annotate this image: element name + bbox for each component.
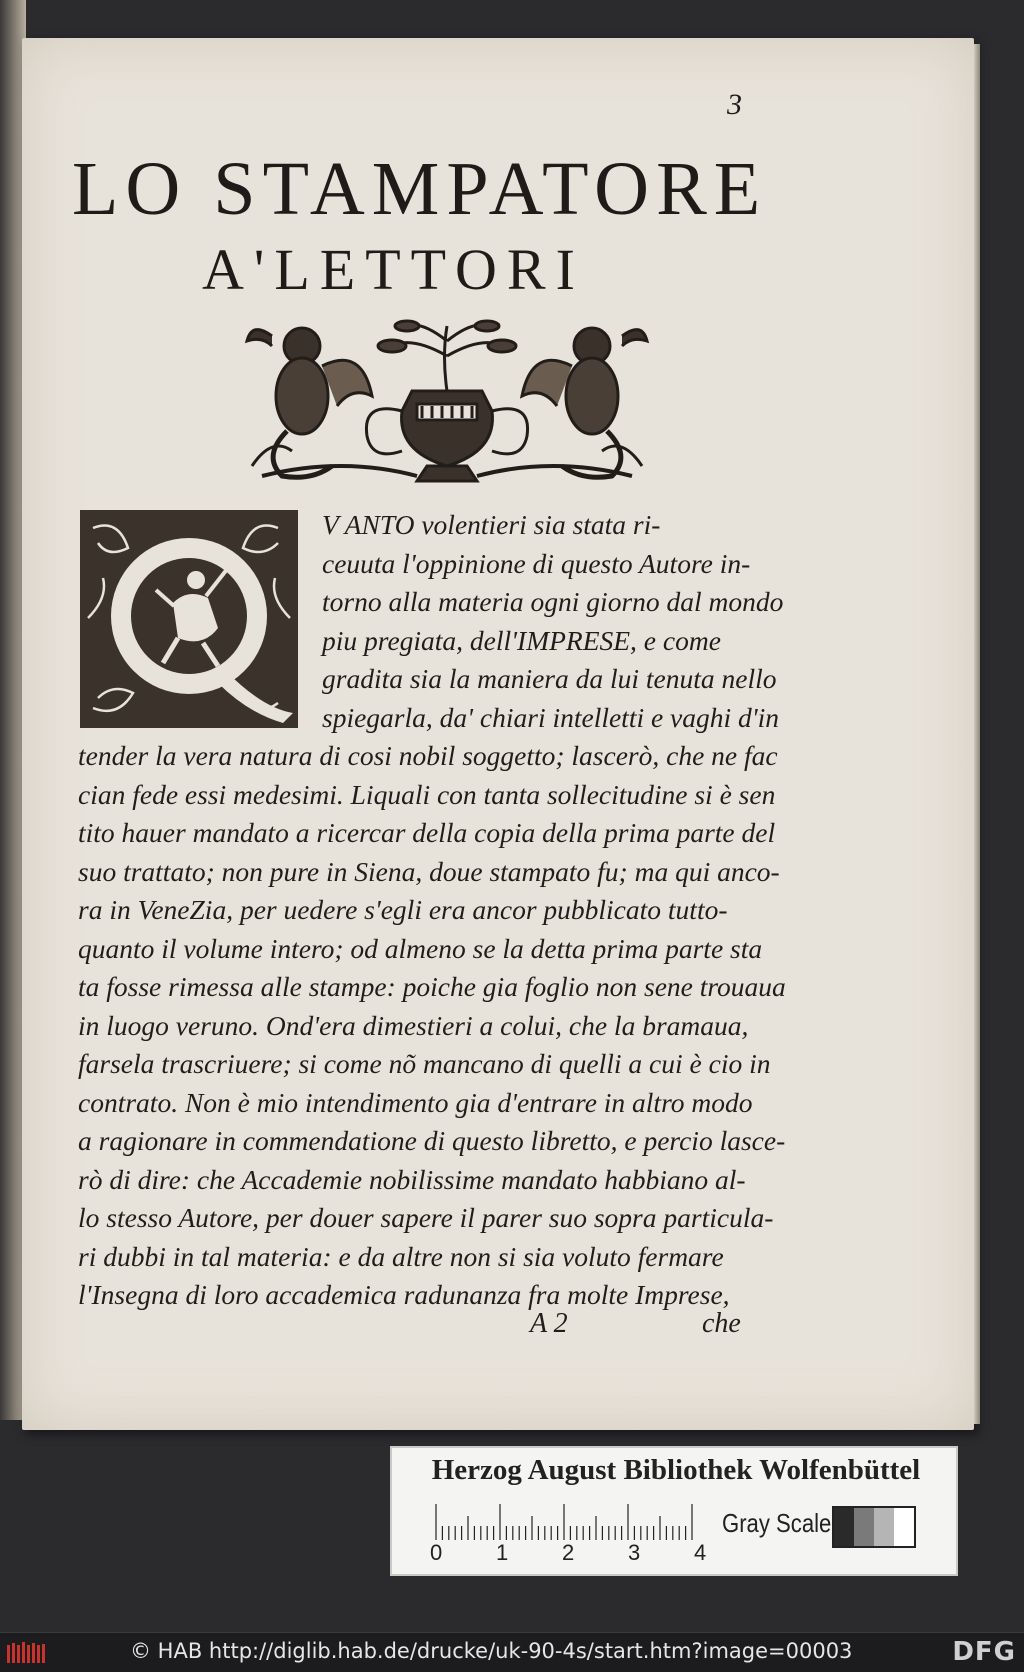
text-line: ta fosse rimessa alle stampe: poiche gia foglio non sene trouaua: [78, 971, 786, 1002]
body-text: [78, 506, 818, 1315]
color-calibration-card: [390, 1446, 958, 1576]
text-line: gradita sia la maniera da lui tenuta nello: [322, 663, 777, 694]
page-number: 3: [727, 88, 742, 121]
text-line: in luogo veruno. Ond'era dimestieri a colui, che la bramaua,: [78, 1009, 749, 1041]
text-line: a ragionare in commendatione di questo libretto, e percio lasce-: [78, 1125, 786, 1156]
ruler-number: 4: [694, 1540, 707, 1565]
library-name: Herzog August Bibliothek Wolfenbüttel: [431, 1454, 921, 1486]
text-line: contrato. Non è mio intendimento gia d'entrare in altro modo: [78, 1086, 753, 1118]
foliage: [378, 321, 516, 391]
gray-swatch: [854, 1508, 874, 1546]
text-line: tender la vera natura di cosi nobil soggetto; lascerò, che ne fac: [78, 740, 778, 771]
ruler-number: 0: [430, 1540, 443, 1565]
book-page: [22, 38, 974, 1430]
right-putto-figure: [522, 328, 647, 477]
left-putto-figure: [247, 328, 372, 477]
signature-mark: A 2: [530, 1308, 568, 1339]
page-edge: [974, 44, 980, 1424]
page-footer-marks: [22, 1308, 974, 1348]
text-line: V ANTO volentieri sia stata ri-: [322, 509, 661, 540]
woodcut-ornament: [242, 316, 652, 486]
vase: [366, 391, 527, 481]
text-line: rò di dire: che Accademie nobilissime mandato habbiano al-: [78, 1163, 746, 1195]
ruler-number: 2: [562, 1540, 575, 1565]
catchword: che: [702, 1308, 741, 1339]
gray-scale-swatches: [832, 1506, 916, 1548]
text-line: ceuuta l'oppinione di questo Autore in-: [322, 547, 751, 579]
ruler-number: 1: [496, 1540, 509, 1565]
heading-line-2: A'LETTORI: [202, 237, 585, 302]
library-logo-icon: [6, 1641, 46, 1665]
dfg-logo: DFG: [952, 1637, 1016, 1667]
text-line: torno alla materia ogni giorno dal mondo: [322, 586, 784, 617]
text-line: farsela trascriuere; si come nõ mancano di quelli a cui è cio in: [78, 1048, 771, 1079]
text-line: ra in VeneZia, per uedere s'egli era ancor pubblicato tutto-: [78, 894, 728, 925]
drop-cap-letter: Q: [185, 712, 193, 723]
gray-swatch: [834, 1508, 854, 1546]
scale-ruler: [434, 1504, 694, 1540]
copyright-url: © HAB http://diglib.hab.de/drucke/uk-90-4s/start.htm?image=00003: [130, 1639, 853, 1663]
text-line: ri dubbi in tal materia: e da altre non si sia voluto fermare: [78, 1240, 724, 1272]
text-line: tito hauer mandato a ricercar della copia della prima parte del: [78, 817, 776, 848]
ruler-number: 3: [628, 1540, 641, 1565]
text-line: piu pregiata, dell'IMPRESE, e come: [322, 624, 721, 656]
text-line: quanto il volume intero; od almeno se la detta prima parte sta: [78, 932, 763, 964]
text-line: spiegarla, da' chiari intelletti e vaghi d'in: [322, 701, 780, 733]
text-line: cian fede essi medesimi. Liquali con tanta sollecitudine si è sen: [78, 778, 776, 810]
heading-line-1: LO STAMPATORE: [72, 147, 768, 231]
gray-swatch: [874, 1508, 894, 1546]
gray-swatch: [894, 1508, 914, 1546]
text-line: suo trattato; non pure in Siena, doue stampato fu; ma qui anco-: [78, 855, 780, 887]
gray-scale-label: Gray Scale: [722, 1508, 832, 1538]
text-line: l'Insegna di loro accademica radunanza fra molte Imprese,: [78, 1279, 730, 1310]
text-line: lo stesso Autore, per douer sapere il parer suo sopra particula-: [78, 1202, 774, 1233]
footer-bar: [0, 1632, 1024, 1672]
